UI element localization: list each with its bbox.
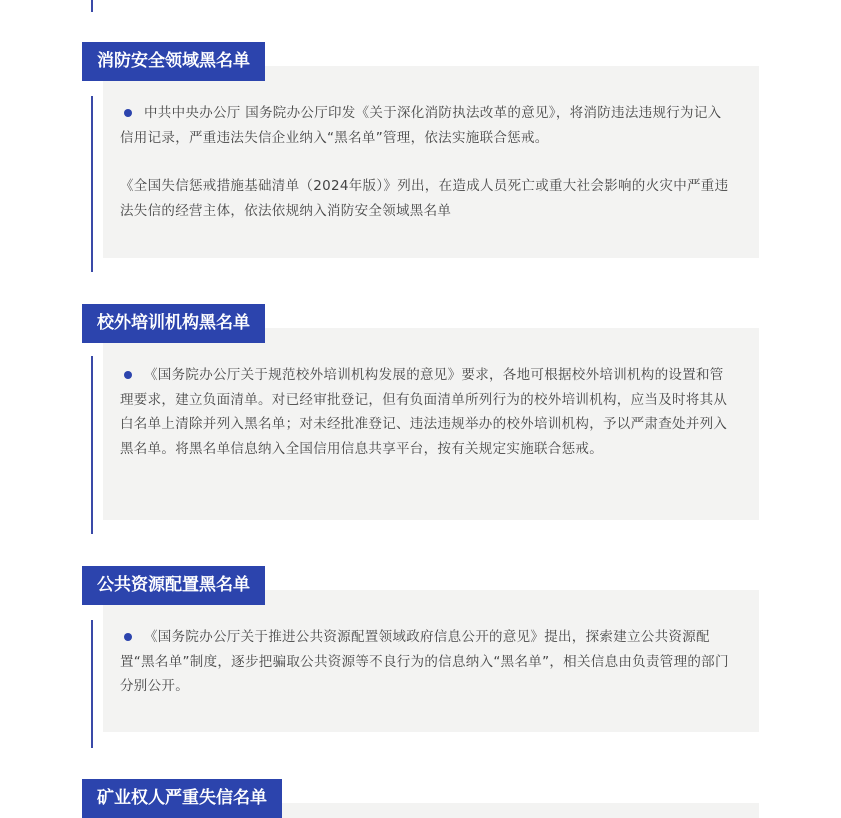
bullet-dot-icon <box>124 633 132 641</box>
section-title: 消防安全领域黑名单 <box>82 42 265 81</box>
top-divider-line <box>91 0 93 12</box>
section-paragraph: 《国务院办公厅关于推进公共资源配置领域政府信息公开的意见》提出，探索建立公共资源配置“黑名单”制度，逐步把骗取公共资源等不良行为的信息纳入“黑名单”，相关信息由负责管理的部门分别公开。 <box>120 629 729 694</box>
section-side-line <box>91 96 93 272</box>
section-side-line <box>91 620 93 748</box>
section-paragraph: 中共中央办公厅 国务院办公厅印发《关于深化消防执法改革的意见》，将消防违法违规行为记入信用记录，严重违法失信企业纳入“黑名单”管理，依法实施联合惩戒。 <box>120 105 722 146</box>
section-title: 校外培训机构黑名单 <box>82 304 265 343</box>
section-side-line <box>91 356 93 534</box>
bullet-dot-icon <box>124 109 132 117</box>
bullet-dot-icon <box>124 371 132 379</box>
section-title: 矿业权人严重失信名单 <box>82 779 282 818</box>
section-paragraph: 《国务院办公厅关于规范校外培训机构发展的意见》要求，各地可根据校外培训机构的设置和管理要求，建立负面清单。对已经审批登记，但有负面清单所列行为的校外培训机构，应当及时将其从白名单上清除并列入黑名单；对未经批准登记、违法违规举办的校外培训机构，予以严肃查处并列入黑名单。将黑名单信息纳入全国信用信息共享平台，按有关规定实施联合惩戒。 <box>120 367 728 457</box>
section-paragraph: 《全国失信惩戒措施基础清单（2024年版）》列出，在造成人员死亡或重大社会影响的火灾中严重违法失信的经营主体，依法依规纳入消防安全领域黑名单 <box>120 178 729 219</box>
section-title: 公共资源配置黑名单 <box>82 566 265 605</box>
section-card <box>103 66 759 258</box>
